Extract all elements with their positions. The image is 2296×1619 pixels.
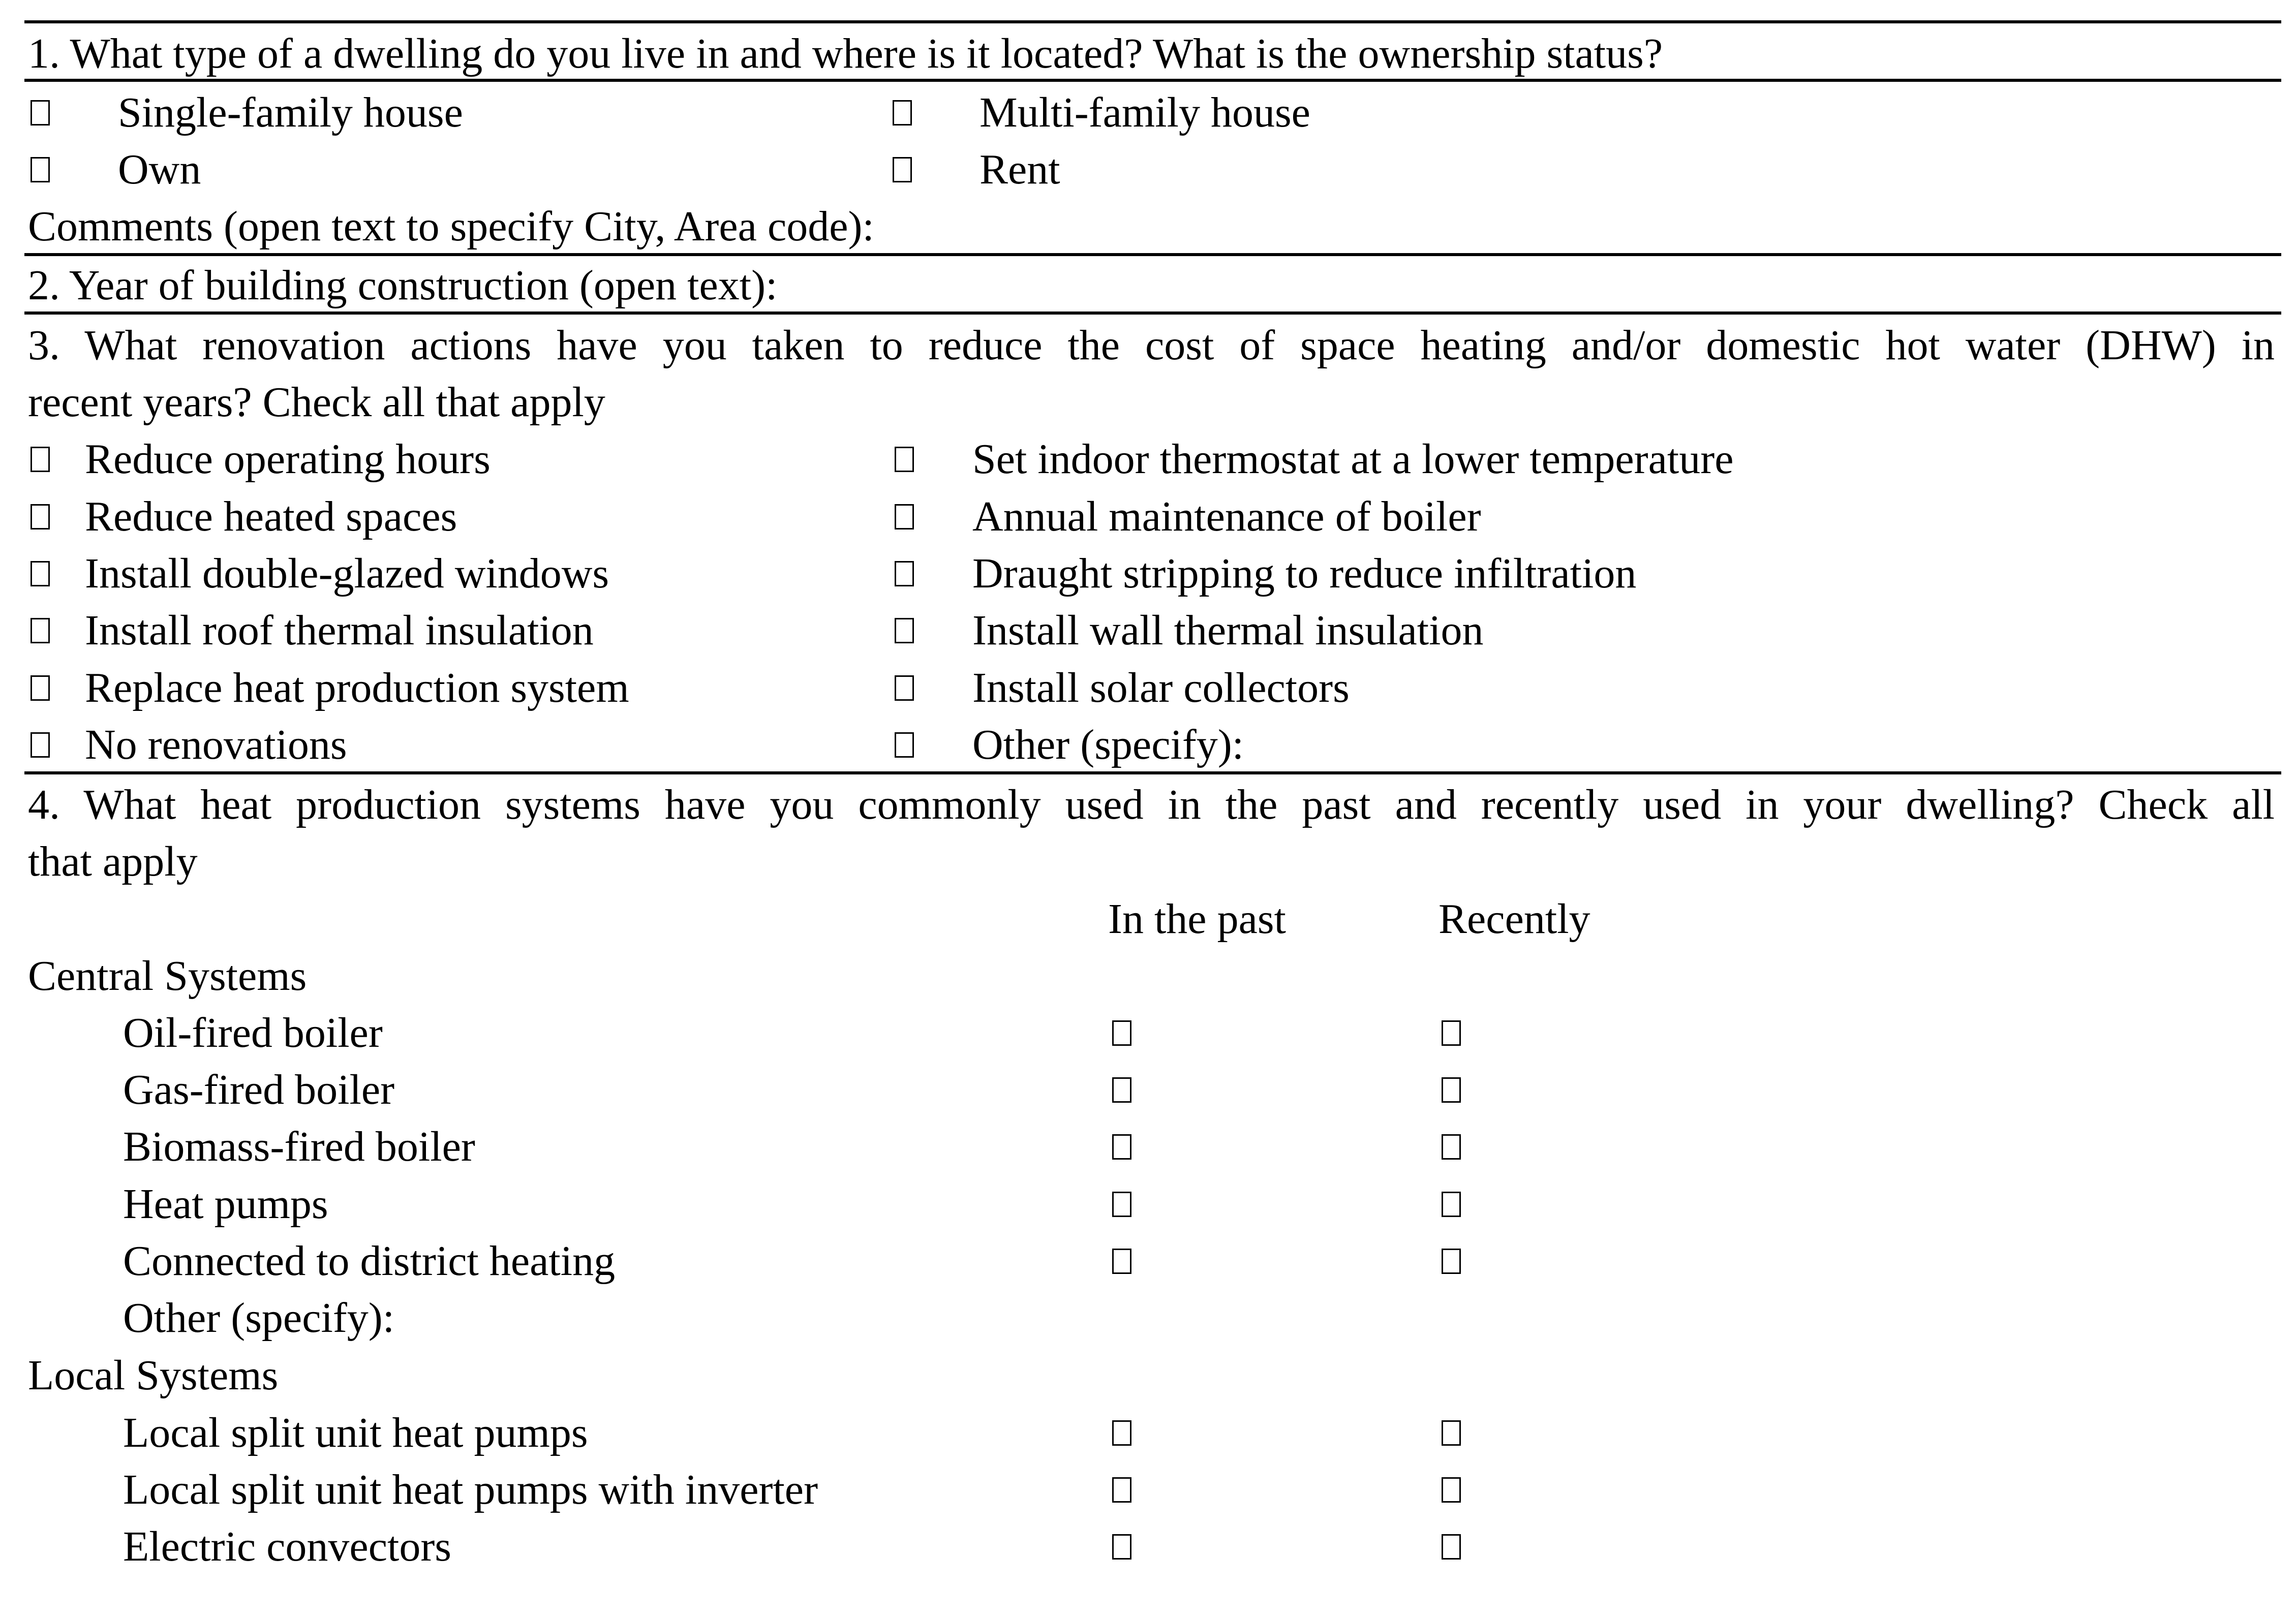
system-gas-fired-boiler: Gas-fired boiler bbox=[123, 1066, 395, 1113]
q1-rule bbox=[24, 79, 2281, 82]
checkbox-heat-pumps-past[interactable] bbox=[1112, 1192, 1131, 1217]
system-local-split-heat-pumps-inverter: Local split unit heat pumps with inverter bbox=[123, 1466, 818, 1513]
checkbox-oil-boiler-past[interactable] bbox=[1112, 1020, 1131, 1046]
option-multi-family: Multi-family house bbox=[979, 89, 1310, 136]
checkbox-reduce-operating-hours[interactable] bbox=[30, 447, 50, 472]
option-wall-insulation: Install wall thermal insulation bbox=[972, 607, 1484, 654]
checkbox-no-renovations[interactable] bbox=[30, 732, 50, 758]
option-reduce-operating-hours: Reduce operating hours bbox=[85, 435, 491, 483]
checkbox-biomass-boiler-recent[interactable] bbox=[1442, 1134, 1461, 1160]
q3-question-line2: recent years? Check all that apply bbox=[28, 379, 605, 426]
system-biomass-fired-boiler: Biomass-fired boiler bbox=[123, 1123, 475, 1170]
option-annual-maintenance-boiler: Annual maintenance of boiler bbox=[972, 493, 1481, 540]
checkbox-electric-convectors-recent[interactable] bbox=[1442, 1534, 1461, 1560]
checkbox-annual-maintenance-boiler[interactable] bbox=[895, 504, 914, 530]
system-local-split-heat-pumps: Local split unit heat pumps bbox=[123, 1409, 588, 1456]
q1-bottom-rule bbox=[24, 253, 2281, 256]
system-heat-pumps: Heat pumps bbox=[123, 1180, 328, 1228]
system-oil-fired-boiler: Oil-fired boiler bbox=[123, 1009, 383, 1056]
option-reduce-heated-spaces: Reduce heated spaces bbox=[85, 493, 457, 540]
option-draught-stripping: Draught stripping to reduce infiltration bbox=[972, 550, 1637, 597]
option-single-family: Single-family house bbox=[118, 89, 463, 136]
option-set-thermostat-lower: Set indoor thermostat at a lower temperature bbox=[972, 435, 1734, 483]
option-roof-insulation: Install roof thermal insulation bbox=[85, 607, 594, 654]
q3-bottom-rule bbox=[24, 771, 2281, 774]
checkbox-double-glazed-windows[interactable] bbox=[30, 561, 50, 586]
checkbox-district-heating-past[interactable] bbox=[1112, 1249, 1131, 1274]
checkbox-multi-family[interactable] bbox=[893, 100, 912, 126]
q3-question-line1: 3. What renovation actions have you taken to reduce the cost of space heating and/or domestic hot water (DHW) in bbox=[28, 322, 2275, 369]
checkbox-split-heat-pumps-past[interactable] bbox=[1112, 1420, 1131, 1446]
checkbox-wall-insulation[interactable] bbox=[895, 618, 914, 643]
option-solar-collectors: Install solar collectors bbox=[972, 664, 1350, 711]
checkbox-heat-pumps-recent[interactable] bbox=[1442, 1192, 1461, 1217]
checkbox-draught-stripping[interactable] bbox=[895, 561, 914, 586]
checkbox-gas-boiler-recent[interactable] bbox=[1442, 1077, 1461, 1103]
checkbox-biomass-boiler-past[interactable] bbox=[1112, 1134, 1131, 1160]
checkbox-gas-boiler-past[interactable] bbox=[1112, 1077, 1131, 1103]
local-systems-heading: Local Systems bbox=[28, 1352, 279, 1399]
checkbox-electric-convectors-past[interactable] bbox=[1112, 1534, 1131, 1560]
checkbox-district-heating-recent[interactable] bbox=[1442, 1249, 1461, 1274]
q4-question-line1: 4. What heat production systems have you commonly used in the past and recently used in your dwelling? Check all bbox=[28, 781, 2275, 828]
option-other-renovation: Other (specify): bbox=[972, 721, 1244, 768]
q1-comments-label: Comments (open text to specify City, Area code): bbox=[28, 203, 874, 250]
checkbox-replace-heat-system[interactable] bbox=[30, 675, 50, 701]
system-electric-convectors: Electric convectors bbox=[123, 1523, 451, 1570]
q1-question: 1. What type of a dwelling do you live in and where is it located? What is the ownership status? bbox=[28, 30, 1663, 77]
option-own: Own bbox=[118, 146, 201, 193]
option-replace-heat-system: Replace heat production system bbox=[85, 664, 629, 711]
central-systems-heading: Central Systems bbox=[28, 952, 307, 1000]
option-rent: Rent bbox=[979, 146, 1060, 193]
checkbox-roof-insulation[interactable] bbox=[30, 618, 50, 643]
checkbox-oil-boiler-recent[interactable] bbox=[1442, 1020, 1461, 1046]
checkbox-rent[interactable] bbox=[893, 157, 912, 182]
option-no-renovations: No renovations bbox=[85, 721, 347, 768]
q2-question: 2. Year of building construction (open text): bbox=[28, 262, 778, 309]
checkbox-split-inverter-past[interactable] bbox=[1112, 1477, 1131, 1503]
checkbox-solar-collectors[interactable] bbox=[895, 675, 914, 701]
q4-question-line2: that apply bbox=[28, 838, 198, 885]
top-rule bbox=[24, 20, 2281, 23]
column-header-in-the-past: In the past bbox=[1108, 895, 1286, 943]
checkbox-own[interactable] bbox=[30, 157, 50, 182]
checkbox-set-thermostat-lower[interactable] bbox=[895, 447, 914, 472]
checkbox-split-heat-pumps-recent[interactable] bbox=[1442, 1420, 1461, 1446]
q2-bottom-rule bbox=[24, 312, 2281, 315]
checkbox-split-inverter-recent[interactable] bbox=[1442, 1477, 1461, 1503]
system-district-heating: Connected to district heating bbox=[123, 1237, 616, 1285]
checkbox-single-family[interactable] bbox=[30, 100, 50, 126]
checkbox-other-renovation[interactable] bbox=[895, 732, 914, 758]
system-other-central: Other (specify): bbox=[123, 1294, 395, 1342]
column-header-recently: Recently bbox=[1438, 895, 1590, 943]
option-double-glazed-windows: Install double-glazed windows bbox=[85, 550, 609, 597]
checkbox-reduce-heated-spaces[interactable] bbox=[30, 504, 50, 530]
